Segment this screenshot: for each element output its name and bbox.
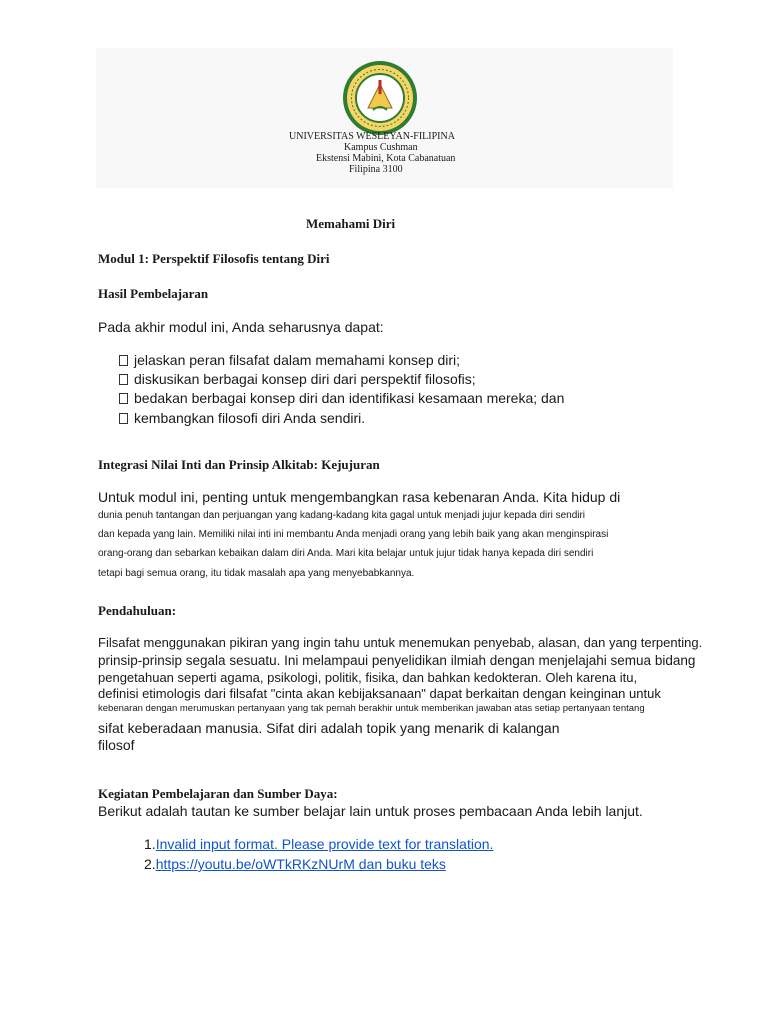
outcome-text: bedakan berbagai konsep diri dan identifikasi kesamaan mereka; dan	[134, 390, 565, 406]
bullet-box-icon	[119, 374, 128, 385]
outcomes-intro: Pada akhir modul ini, Anda seharusnya dapat:	[98, 319, 384, 335]
outcome-item	[119, 352, 460, 369]
intro-paragraph-line: filosof	[98, 737, 135, 753]
module-title: Modul 1: Perspektif Filosofis tentang Diri	[98, 251, 330, 266]
list-number: 2.	[144, 856, 156, 872]
outcome-item	[119, 371, 476, 388]
outcome-text: kembangkan filosofi diri Anda sendiri.	[134, 410, 366, 426]
resource-list-item	[144, 856, 446, 873]
intro-heading: Pendahuluan:	[98, 603, 177, 618]
bullet-box-icon	[119, 355, 128, 366]
intro-paragraph-line: kebenaran dengan merumuskan pertanyaan yang tak pernah berakhir untuk memberikan jawaban atas setiap pertanyaan tentang	[98, 703, 645, 714]
values-paragraph-line: dunia penuh tantangan dan perjuangan yang kadang-kadang kita gagal untuk menjadi jujur kepada diri sendiri	[98, 510, 586, 521]
intro-paragraph-line: prinsip-prinsip segala sesuatu. Ini melampaui penyelidikan ilmiah dengan menjelajahi semua bidang	[98, 653, 696, 668]
values-paragraph-line: dan kepada yang lain. Memiliki nilai inti ini membantu Anda menjadi orang yang lebih baik yang akan menginspirasi	[98, 529, 609, 540]
outcomes-heading: Hasil Pembelajaran	[98, 286, 209, 301]
bullet-box-icon	[119, 413, 128, 424]
values-paragraph-line: tetapi bagi semua orang, itu tidak masalah apa yang menyebabkannya.	[98, 568, 415, 579]
outcome-item	[119, 410, 365, 427]
intro-paragraph-line: pengetahuan seperti agama, psikologi, politik, fisika, dan bahkan kedokteran. Oleh karena itu,	[98, 670, 638, 685]
campus-address: Ekstensi Mabini, Kota Cabanatuan	[316, 153, 456, 164]
university-name: UNIVERSITAS WESLEYAN-FILIPINA	[289, 131, 455, 142]
values-heading: Integrasi Nilai Inti dan Prinsip Alkitab: Kejujuran	[98, 457, 380, 472]
list-number: 1.	[144, 836, 156, 852]
resources-intro: Berikut adalah tautan ke sumber belajar lain untuk proses pembacaan Anda lebih lanjut.	[98, 803, 643, 819]
intro-paragraph-line: Filsafat menggunakan pikiran yang ingin tahu untuk menemukan penyebab, alasan, dan yang terpenting.	[98, 635, 703, 650]
resource-link[interactable]: https://youtu.be/oWTkRKzNUrM dan buku teks	[155, 856, 446, 872]
university-seal-icon	[342, 60, 418, 136]
values-paragraph-line: Untuk modul ini, penting untuk mengembangkan rasa kebenaran Anda. Kita hidup di	[98, 489, 621, 505]
outcome-text: jelaskan peran filsafat dalam memahami konsep diri;	[134, 352, 461, 368]
outcome-item	[119, 390, 564, 407]
document-title: Memahami Diri	[306, 216, 396, 231]
resource-list-item	[144, 836, 493, 853]
resources-heading: Kegiatan Pembelajaran dan Sumber Daya:	[98, 786, 338, 801]
values-paragraph-line: orang-orang dan sebarkan kebaikan dalam diri Anda. Mari kita belajar untuk jujur tidak hanya kepada diri sendiri	[98, 548, 594, 559]
campus-name: Kampus Cushman	[344, 142, 418, 153]
intro-paragraph-line: definisi etimologis dari filsafat "cinta akan kebijaksanaan" dapat berkaitan dengan keinginan untuk	[98, 686, 661, 701]
postal-line: Filipina 3100	[349, 164, 403, 175]
intro-paragraph-line: sifat keberadaan manusia. Sifat diri adalah topik yang menarik di kalangan	[98, 720, 560, 736]
outcome-text: diskusikan berbagai konsep diri dari perspektif filosofis;	[134, 371, 476, 387]
resource-link[interactable]: Invalid input format. Please provide text for translation.	[155, 836, 494, 852]
bullet-box-icon	[119, 393, 128, 404]
